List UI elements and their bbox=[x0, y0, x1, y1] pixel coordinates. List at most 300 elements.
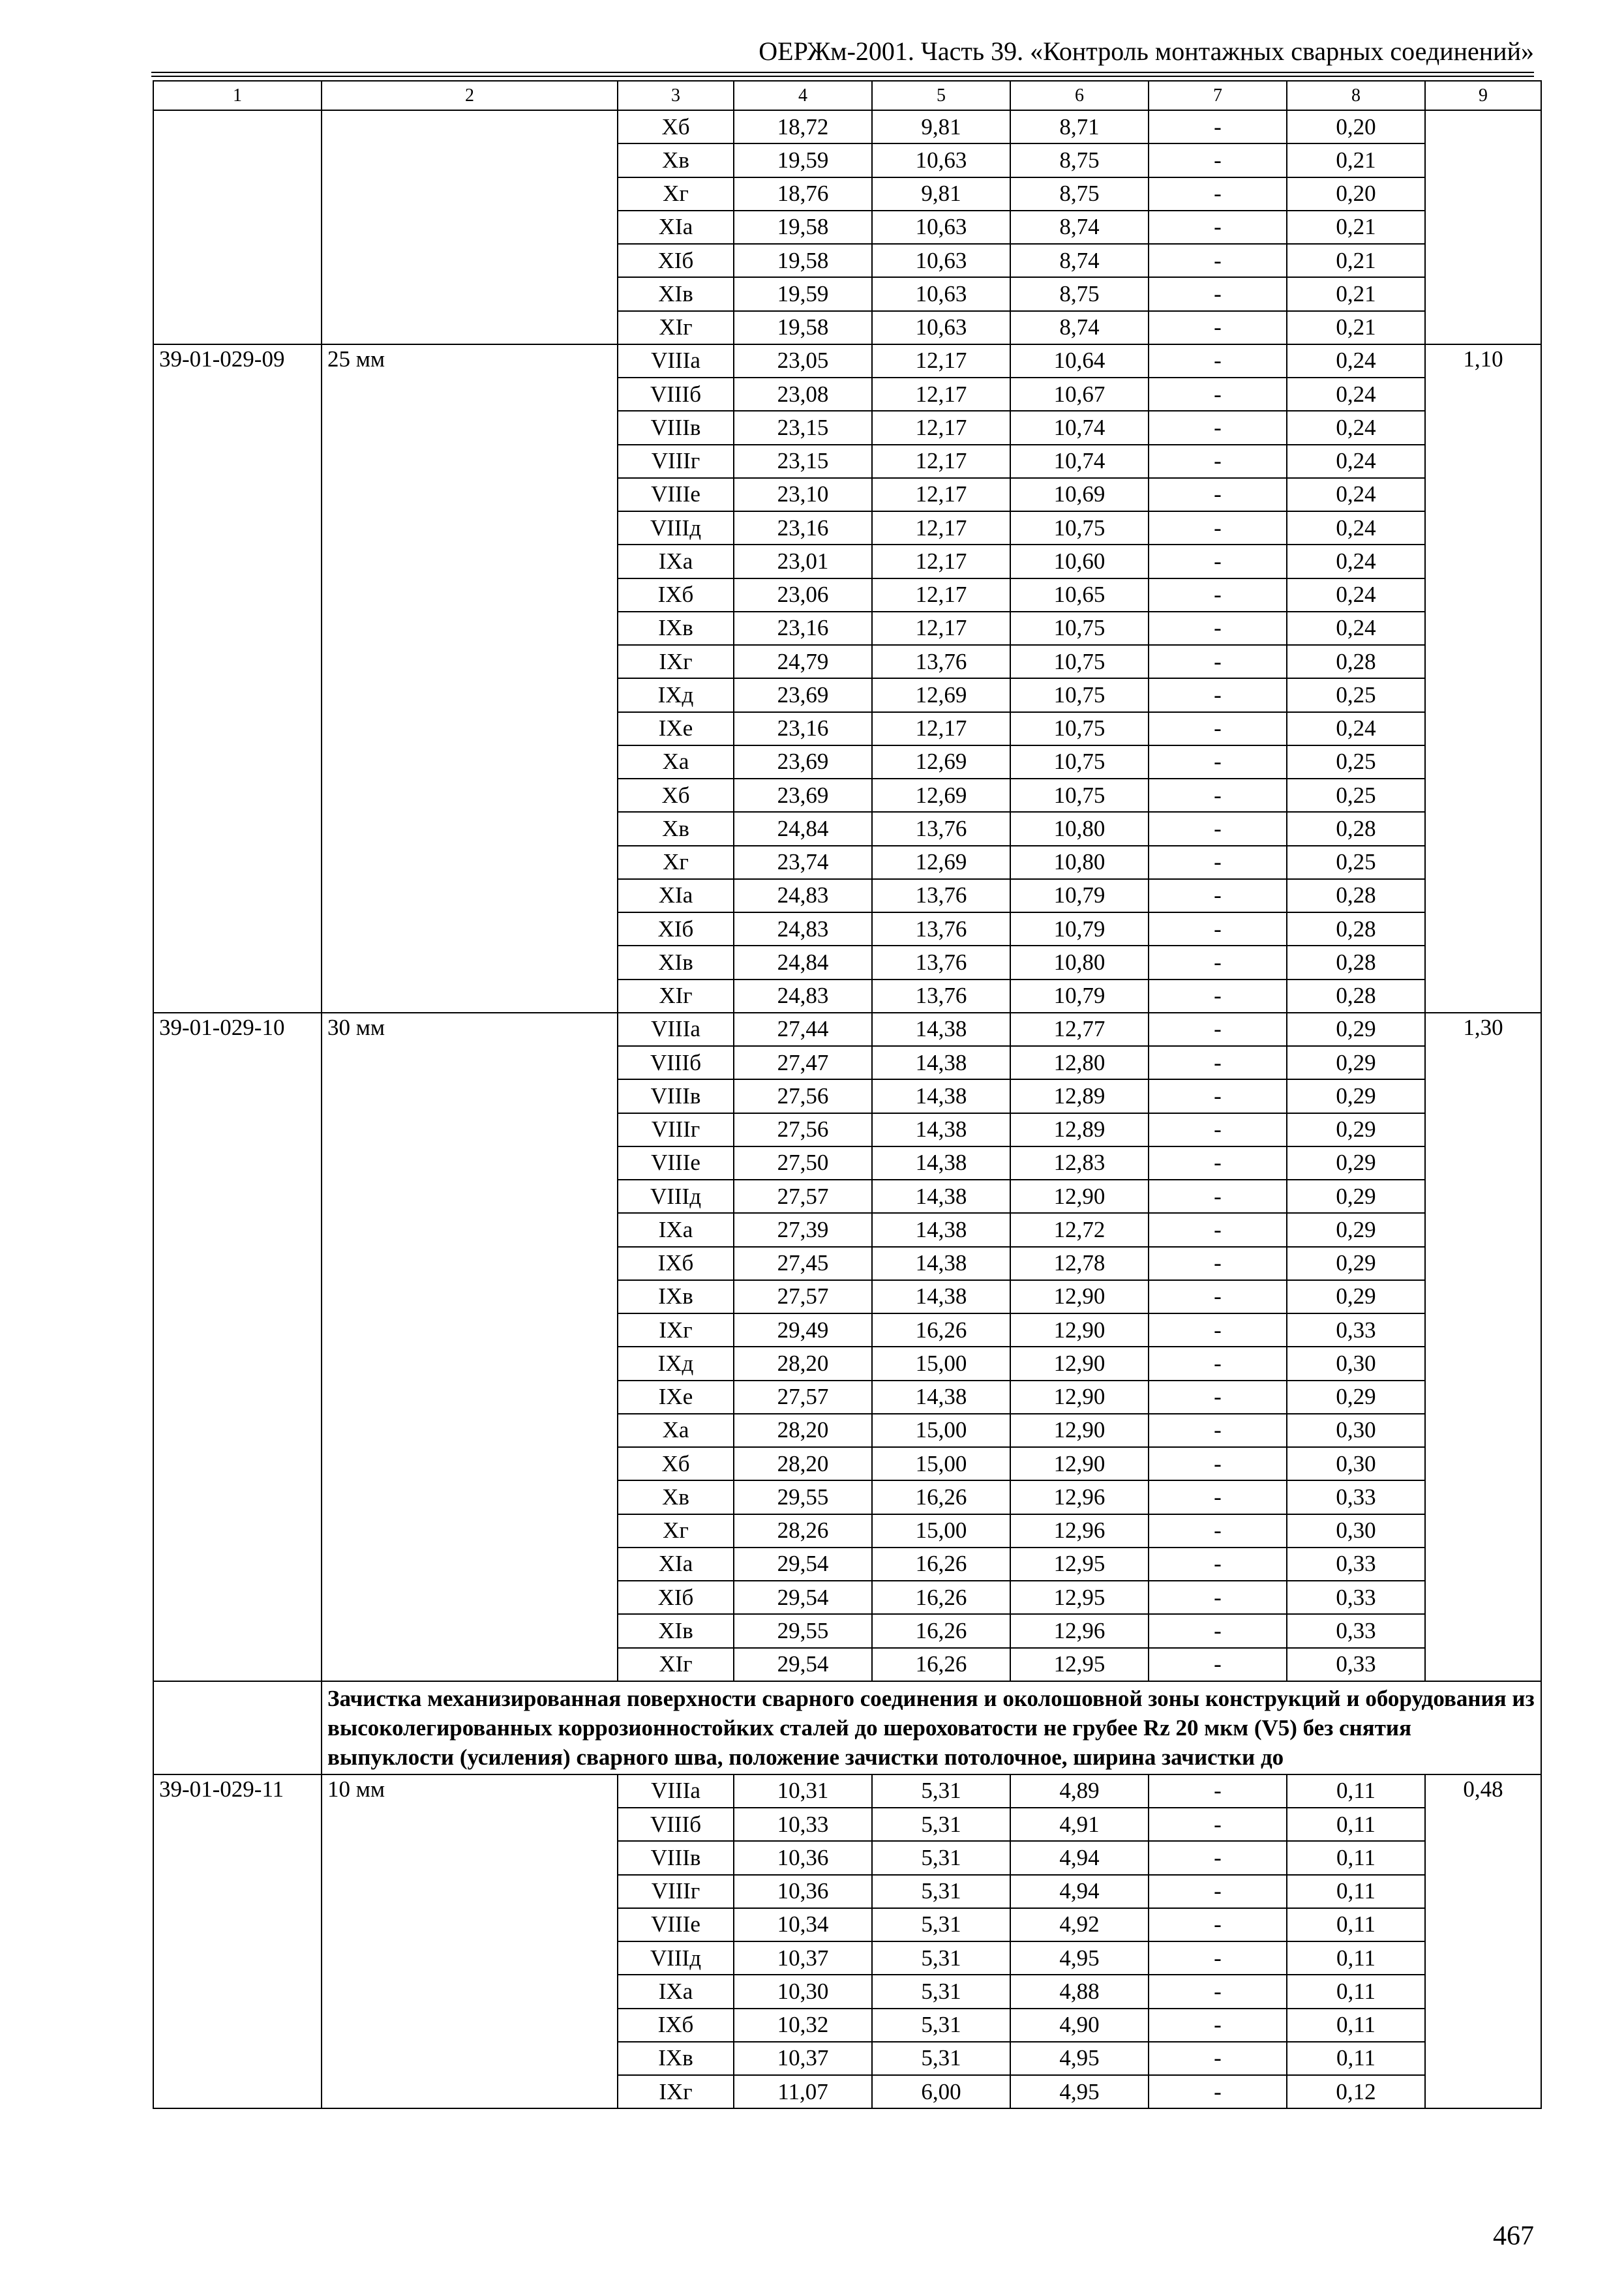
table-cell: 10,80 bbox=[1010, 846, 1149, 879]
table-cell: 10,75 bbox=[1010, 712, 1149, 745]
table-cell: 10,79 bbox=[1010, 980, 1149, 1013]
table-cell: 0,20 bbox=[1287, 177, 1425, 211]
table-cell: 0,20 bbox=[1287, 110, 1425, 143]
table-cell: - bbox=[1149, 211, 1287, 244]
table-cell: 0,25 bbox=[1287, 846, 1425, 879]
table-cell: 0,28 bbox=[1287, 912, 1425, 946]
table-cell: - bbox=[1149, 578, 1287, 612]
table-cell: IXб bbox=[618, 2009, 734, 2042]
table-cell: VIIIд bbox=[618, 1941, 734, 1975]
table-cell: 12,17 bbox=[872, 411, 1010, 444]
column-number-header: 1 bbox=[153, 81, 322, 110]
table-cell: - bbox=[1149, 645, 1287, 678]
table-cell: 16,26 bbox=[872, 1581, 1010, 1614]
table-cell: - bbox=[1149, 2075, 1287, 2108]
section-note-blank bbox=[153, 1681, 322, 1774]
width-cell: 30 мм bbox=[322, 1013, 618, 1681]
table-cell: 15,00 bbox=[872, 1347, 1010, 1380]
table-cell: 28,20 bbox=[734, 1447, 872, 1480]
table-cell: 12,90 bbox=[1010, 1313, 1149, 1347]
table-cell: 24,84 bbox=[734, 812, 872, 845]
table-cell: 19,59 bbox=[734, 143, 872, 177]
table-cell: Xв bbox=[618, 1480, 734, 1514]
table-cell: 23,69 bbox=[734, 678, 872, 711]
table-cell: - bbox=[1149, 177, 1287, 211]
table-cell: 10,75 bbox=[1010, 612, 1149, 645]
table-cell: 12,17 bbox=[872, 378, 1010, 411]
table-cell: 8,74 bbox=[1010, 211, 1149, 244]
norm-cell: 1,10 bbox=[1425, 344, 1541, 1013]
table-cell: - bbox=[1149, 545, 1287, 578]
table-cell: - bbox=[1149, 478, 1287, 511]
table-cell: 0,24 bbox=[1287, 378, 1425, 411]
table-cell: 12,78 bbox=[1010, 1247, 1149, 1280]
table-cell: - bbox=[1149, 1447, 1287, 1480]
table-cell: 10,74 bbox=[1010, 411, 1149, 444]
table-cell: 12,90 bbox=[1010, 1180, 1149, 1213]
table-cell: 0,12 bbox=[1287, 2075, 1425, 2108]
table-cell: 13,76 bbox=[872, 946, 1010, 979]
table-cell: XIг bbox=[618, 1648, 734, 1681]
table-cell: 12,17 bbox=[872, 445, 1010, 478]
table-cell: 8,75 bbox=[1010, 143, 1149, 177]
table-cell: 12,17 bbox=[872, 478, 1010, 511]
table-cell: Xв bbox=[618, 143, 734, 177]
table-cell: 27,57 bbox=[734, 1280, 872, 1313]
rate-code-cell: 39-01-029-11 bbox=[153, 1774, 322, 2109]
table-cell: 0,25 bbox=[1287, 745, 1425, 779]
table-cell: 23,08 bbox=[734, 378, 872, 411]
table-cell: 14,38 bbox=[872, 1013, 1010, 1046]
table-cell: XIг bbox=[618, 311, 734, 344]
table-cell: IXг bbox=[618, 1313, 734, 1347]
table-cell: 0,24 bbox=[1287, 578, 1425, 612]
table-cell: IXв bbox=[618, 2042, 734, 2075]
table-cell: 12,96 bbox=[1010, 1614, 1149, 1647]
column-number-header: 3 bbox=[618, 81, 734, 110]
table-cell: 27,39 bbox=[734, 1213, 872, 1246]
table-cell: 19,58 bbox=[734, 211, 872, 244]
table-cell: - bbox=[1149, 1213, 1287, 1246]
table-cell: - bbox=[1149, 879, 1287, 912]
table-cell: 23,69 bbox=[734, 745, 872, 779]
table-cell: 16,26 bbox=[872, 1313, 1010, 1347]
rate-code-cell: 39-01-029-10 bbox=[153, 1013, 322, 1681]
table-cell: 10,75 bbox=[1010, 779, 1149, 812]
table-cell: 0,21 bbox=[1287, 211, 1425, 244]
table-cell: - bbox=[1149, 1841, 1287, 1874]
table-cell: 0,28 bbox=[1287, 946, 1425, 979]
table-cell: 0,33 bbox=[1287, 1313, 1425, 1347]
column-number-header: 6 bbox=[1010, 81, 1149, 110]
table-cell: 16,26 bbox=[872, 1614, 1010, 1647]
table-cell: IXа bbox=[618, 545, 734, 578]
table-cell: 12,17 bbox=[872, 511, 1010, 545]
page-number: 467 bbox=[1493, 2221, 1534, 2251]
table-cell: XIв bbox=[618, 277, 734, 310]
table-cell: 10,74 bbox=[1010, 445, 1149, 478]
table-cell: XIб bbox=[618, 244, 734, 277]
table-cell: VIIIг bbox=[618, 1875, 734, 1908]
table-cell: 29,54 bbox=[734, 1648, 872, 1681]
table-cell: 12,80 bbox=[1010, 1046, 1149, 1079]
table-cell: 14,38 bbox=[872, 1079, 1010, 1113]
table-cell: Xб bbox=[618, 779, 734, 812]
table-cell: VIIIе bbox=[618, 1908, 734, 1941]
table-cell: XIа bbox=[618, 879, 734, 912]
table-cell: - bbox=[1149, 1480, 1287, 1514]
table-cell: 27,44 bbox=[734, 1013, 872, 1046]
table-cell: - bbox=[1149, 779, 1287, 812]
table-cell: - bbox=[1149, 678, 1287, 711]
table-cell: 0,24 bbox=[1287, 712, 1425, 745]
table-cell: - bbox=[1149, 311, 1287, 344]
column-number-header: 8 bbox=[1287, 81, 1425, 110]
table-cell: 15,00 bbox=[872, 1414, 1010, 1447]
table-cell: 29,55 bbox=[734, 1480, 872, 1514]
table-cell: - bbox=[1149, 1581, 1287, 1614]
table-cell: 27,45 bbox=[734, 1247, 872, 1280]
norm-cell bbox=[1425, 110, 1541, 344]
table-cell: 12,69 bbox=[872, 745, 1010, 779]
table-cell: 5,31 bbox=[872, 2009, 1010, 2042]
table-cell: 4,94 bbox=[1010, 1875, 1149, 1908]
table-cell: 10,75 bbox=[1010, 645, 1149, 678]
table-cell: 5,31 bbox=[872, 2042, 1010, 2075]
table-cell: 14,38 bbox=[872, 1113, 1010, 1146]
table-cell: 0,21 bbox=[1287, 244, 1425, 277]
table-cell: - bbox=[1149, 1774, 1287, 1808]
table-cell: 0,25 bbox=[1287, 779, 1425, 812]
column-number-header: 2 bbox=[322, 81, 618, 110]
table-cell: Xб bbox=[618, 1447, 734, 1480]
table-cell: IXв bbox=[618, 612, 734, 645]
table-cell: VIIIг bbox=[618, 1113, 734, 1146]
table-cell: IXа bbox=[618, 1975, 734, 2008]
table-cell: 28,20 bbox=[734, 1414, 872, 1447]
table-cell: 4,95 bbox=[1010, 2042, 1149, 2075]
table-cell: 5,31 bbox=[872, 1975, 1010, 2008]
column-number-header: 9 bbox=[1425, 81, 1541, 110]
table-cell: 0,30 bbox=[1287, 1347, 1425, 1380]
table-cell: VIIIе bbox=[618, 478, 734, 511]
table-cell: VIIIв bbox=[618, 1841, 734, 1874]
table-cell: VIIIг bbox=[618, 445, 734, 478]
table-cell: 12,89 bbox=[1010, 1079, 1149, 1113]
norm-cell: 1,30 bbox=[1425, 1013, 1541, 1681]
table-cell: IXе bbox=[618, 712, 734, 745]
table-cell: 13,76 bbox=[872, 912, 1010, 946]
table-cell: 5,31 bbox=[872, 1841, 1010, 1874]
column-number-header: 4 bbox=[734, 81, 872, 110]
table-cell: 23,69 bbox=[734, 779, 872, 812]
table-cell: VIIIд bbox=[618, 511, 734, 545]
table-cell: 12,69 bbox=[872, 846, 1010, 879]
table-cell: IXд bbox=[618, 1347, 734, 1380]
norm-cell: 0,48 bbox=[1425, 1774, 1541, 2109]
column-number-header: 7 bbox=[1149, 81, 1287, 110]
table-cell: 19,58 bbox=[734, 244, 872, 277]
table-cell: 8,71 bbox=[1010, 110, 1149, 143]
table-cell: 12,90 bbox=[1010, 1414, 1149, 1447]
table-cell: Xг bbox=[618, 846, 734, 879]
table-cell: 0,29 bbox=[1287, 1013, 1425, 1046]
table-cell: - bbox=[1149, 1381, 1287, 1414]
table-cell: - bbox=[1149, 812, 1287, 845]
table-cell: 15,00 bbox=[872, 1514, 1010, 1548]
table-cell: - bbox=[1149, 1046, 1287, 1079]
table-cell: 6,00 bbox=[872, 2075, 1010, 2108]
table-cell: 0,33 bbox=[1287, 1648, 1425, 1681]
table-cell: 23,16 bbox=[734, 511, 872, 545]
table-cell: 14,38 bbox=[872, 1213, 1010, 1246]
table-cell: - bbox=[1149, 1280, 1287, 1313]
table-cell: 13,76 bbox=[872, 980, 1010, 1013]
table-cell: VIIIа bbox=[618, 1774, 734, 1808]
table-cell: 0,11 bbox=[1287, 1941, 1425, 1975]
table-cell: 27,56 bbox=[734, 1113, 872, 1146]
table-cell: 14,38 bbox=[872, 1146, 1010, 1180]
table-cell: - bbox=[1149, 1146, 1287, 1180]
table-cell: 0,29 bbox=[1287, 1046, 1425, 1079]
table-cell: 10,65 bbox=[1010, 578, 1149, 612]
table-cell: 10,80 bbox=[1010, 812, 1149, 845]
table-cell: 8,75 bbox=[1010, 177, 1149, 211]
table-cell: 0,24 bbox=[1287, 445, 1425, 478]
table-cell: 10,63 bbox=[872, 311, 1010, 344]
table-cell: 10,80 bbox=[1010, 946, 1149, 979]
table-row bbox=[153, 344, 1541, 378]
table-cell: 29,55 bbox=[734, 1614, 872, 1647]
table-cell: 0,24 bbox=[1287, 411, 1425, 444]
table-cell: - bbox=[1149, 1180, 1287, 1213]
table-cell: XIв bbox=[618, 946, 734, 979]
table-cell: IXв bbox=[618, 1280, 734, 1313]
table-cell: 0,28 bbox=[1287, 645, 1425, 678]
table-cell: 27,57 bbox=[734, 1180, 872, 1213]
table-cell: 12,17 bbox=[872, 612, 1010, 645]
table-cell: 10,63 bbox=[872, 211, 1010, 244]
table-cell: 4,90 bbox=[1010, 2009, 1149, 2042]
table-cell: 14,38 bbox=[872, 1280, 1010, 1313]
table-cell: 0,24 bbox=[1287, 612, 1425, 645]
table-cell: 12,17 bbox=[872, 545, 1010, 578]
table-cell: 8,75 bbox=[1010, 277, 1149, 310]
table-cell: 11,07 bbox=[734, 2075, 872, 2108]
table-cell: 27,50 bbox=[734, 1146, 872, 1180]
table-cell: - bbox=[1149, 344, 1287, 378]
table-cell: 4,88 bbox=[1010, 1975, 1149, 2008]
table-cell: IXб bbox=[618, 578, 734, 612]
table-cell: - bbox=[1149, 1614, 1287, 1647]
table-cell: 29,54 bbox=[734, 1581, 872, 1614]
table-cell: - bbox=[1149, 745, 1287, 779]
table-cell: Xг bbox=[618, 177, 734, 211]
table-cell: 13,76 bbox=[872, 645, 1010, 678]
table-cell: 24,79 bbox=[734, 645, 872, 678]
table-cell: 12,17 bbox=[872, 712, 1010, 745]
table-cell: 19,58 bbox=[734, 311, 872, 344]
table-cell: - bbox=[1149, 1414, 1287, 1447]
table-cell: - bbox=[1149, 1548, 1287, 1581]
section-note-row bbox=[153, 1681, 1541, 1774]
table-cell: 23,15 bbox=[734, 411, 872, 444]
table-cell: 12,96 bbox=[1010, 1514, 1149, 1548]
table-cell: 14,38 bbox=[872, 1381, 1010, 1414]
table-cell: 0,29 bbox=[1287, 1280, 1425, 1313]
table-cell: 0,21 bbox=[1287, 311, 1425, 344]
table-cell: 16,26 bbox=[872, 1648, 1010, 1681]
table-cell: 0,11 bbox=[1287, 1774, 1425, 1808]
table-cell: 0,29 bbox=[1287, 1180, 1425, 1213]
table-cell: 27,47 bbox=[734, 1046, 872, 1079]
table-cell: 5,31 bbox=[872, 1941, 1010, 1975]
table-cell: 24,83 bbox=[734, 879, 872, 912]
table-cell: 23,15 bbox=[734, 445, 872, 478]
table-cell: 23,06 bbox=[734, 578, 872, 612]
table-cell: - bbox=[1149, 612, 1287, 645]
table-cell: 13,76 bbox=[872, 879, 1010, 912]
table-cell: VIIIа bbox=[618, 344, 734, 378]
table-cell: - bbox=[1149, 712, 1287, 745]
table-cell: - bbox=[1149, 980, 1287, 1013]
table-cell: 10,75 bbox=[1010, 511, 1149, 545]
table-cell: - bbox=[1149, 110, 1287, 143]
table-cell: - bbox=[1149, 946, 1287, 979]
rates-table bbox=[153, 80, 1542, 2109]
table-cell: XIг bbox=[618, 980, 734, 1013]
width-cell: 25 мм bbox=[322, 344, 618, 1013]
table-cell: - bbox=[1149, 1079, 1287, 1113]
table-cell: 12,72 bbox=[1010, 1213, 1149, 1246]
table-cell: - bbox=[1149, 511, 1287, 545]
table-cell: VIIIб bbox=[618, 378, 734, 411]
table-cell: 12,17 bbox=[872, 578, 1010, 612]
table-cell: 10,30 bbox=[734, 1975, 872, 2008]
table-cell: 0,30 bbox=[1287, 1414, 1425, 1447]
table-cell: 4,92 bbox=[1010, 1908, 1149, 1941]
table-cell: 12,69 bbox=[872, 779, 1010, 812]
table-cell: 10,33 bbox=[734, 1808, 872, 1841]
table-cell: 14,38 bbox=[872, 1046, 1010, 1079]
width-cell: 10 мм bbox=[322, 1774, 618, 2109]
header-rule-secondary bbox=[151, 76, 1534, 77]
table-cell: 0,33 bbox=[1287, 1581, 1425, 1614]
table-cell: 10,64 bbox=[1010, 344, 1149, 378]
table-cell: Xа bbox=[618, 745, 734, 779]
table-cell: 4,95 bbox=[1010, 1941, 1149, 1975]
table-cell: 12,96 bbox=[1010, 1480, 1149, 1514]
table-row bbox=[153, 110, 1541, 143]
table-cell: 0,24 bbox=[1287, 344, 1425, 378]
table-cell: 16,26 bbox=[872, 1480, 1010, 1514]
table-cell: VIIIд bbox=[618, 1180, 734, 1213]
table-cell: 0,28 bbox=[1287, 980, 1425, 1013]
table-cell: - bbox=[1149, 1313, 1287, 1347]
table-cell: 0,11 bbox=[1287, 1975, 1425, 2008]
table-cell: IXг bbox=[618, 2075, 734, 2108]
rates-table-body bbox=[153, 81, 1541, 2108]
table-cell: - bbox=[1149, 1648, 1287, 1681]
table-cell: 0,33 bbox=[1287, 1548, 1425, 1581]
table-cell: - bbox=[1149, 1113, 1287, 1146]
table-cell: - bbox=[1149, 846, 1287, 879]
table-cell: 23,01 bbox=[734, 545, 872, 578]
table-cell: 10,63 bbox=[872, 277, 1010, 310]
table-cell: 12,90 bbox=[1010, 1347, 1149, 1380]
table-cell: - bbox=[1149, 244, 1287, 277]
table-cell: 10,37 bbox=[734, 2042, 872, 2075]
table-cell: 4,89 bbox=[1010, 1774, 1149, 1808]
table-cell: XIв bbox=[618, 1614, 734, 1647]
table-cell: - bbox=[1149, 1808, 1287, 1841]
table-cell: 12,95 bbox=[1010, 1548, 1149, 1581]
table-cell: 23,16 bbox=[734, 712, 872, 745]
table-cell: - bbox=[1149, 411, 1287, 444]
table-cell: 0,11 bbox=[1287, 1808, 1425, 1841]
table-cell: Xб bbox=[618, 110, 734, 143]
rate-code-cell bbox=[153, 110, 322, 344]
table-cell: 16,26 bbox=[872, 1548, 1010, 1581]
table-cell: 0,29 bbox=[1287, 1213, 1425, 1246]
table-cell: 0,29 bbox=[1287, 1113, 1425, 1146]
table-cell: 12,83 bbox=[1010, 1146, 1149, 1180]
table-cell: Xг bbox=[618, 1514, 734, 1548]
table-cell: - bbox=[1149, 1013, 1287, 1046]
table-row bbox=[153, 1774, 1541, 1808]
table-cell: VIIIв bbox=[618, 411, 734, 444]
table-cell: 24,84 bbox=[734, 946, 872, 979]
table-cell: 23,16 bbox=[734, 612, 872, 645]
table-cell: - bbox=[1149, 2009, 1287, 2042]
table-cell: 5,31 bbox=[872, 1908, 1010, 1941]
table-cell: 10,79 bbox=[1010, 912, 1149, 946]
table-row bbox=[153, 1013, 1541, 1046]
table-cell: 23,10 bbox=[734, 478, 872, 511]
table-cell: 10,32 bbox=[734, 2009, 872, 2042]
table-cell: - bbox=[1149, 1975, 1287, 2008]
table-cell: 13,76 bbox=[872, 812, 1010, 845]
table-cell: 15,00 bbox=[872, 1447, 1010, 1480]
table-cell: 0,11 bbox=[1287, 2042, 1425, 2075]
table-cell: 0,25 bbox=[1287, 678, 1425, 711]
table-cell: 5,31 bbox=[872, 1774, 1010, 1808]
table-cell: 0,21 bbox=[1287, 143, 1425, 177]
table-cell: Xв bbox=[618, 812, 734, 845]
table-cell: 0,24 bbox=[1287, 545, 1425, 578]
table-cell: 0,21 bbox=[1287, 277, 1425, 310]
table-cell: 5,31 bbox=[872, 1875, 1010, 1908]
table-cell: VIIIб bbox=[618, 1808, 734, 1841]
table-cell: - bbox=[1149, 1941, 1287, 1975]
table-cell: - bbox=[1149, 912, 1287, 946]
table-cell: 10,34 bbox=[734, 1908, 872, 1941]
header-rule bbox=[151, 72, 1534, 73]
table-cell: 0,29 bbox=[1287, 1146, 1425, 1180]
table-cell: 0,29 bbox=[1287, 1247, 1425, 1280]
table-cell: 10,36 bbox=[734, 1875, 872, 1908]
table-cell: 4,91 bbox=[1010, 1808, 1149, 1841]
table-cell: 0,33 bbox=[1287, 1480, 1425, 1514]
section-note: Зачистка механизированная поверхности сварного соединения и околошовной зоны конструкций и оборудования из высоколегированных коррозионностойких сталей до шероховатости не грубее Rz 20 мкм (V5) без снятия выпуклости (усиления) сварного шва, положение зачистки потолочное, ширина зачистки до bbox=[322, 1681, 1541, 1774]
table-cell: - bbox=[1149, 2042, 1287, 2075]
table-cell: 24,83 bbox=[734, 980, 872, 1013]
table-cell: 8,74 bbox=[1010, 244, 1149, 277]
table-cell: - bbox=[1149, 1347, 1287, 1380]
table-cell: 19,59 bbox=[734, 277, 872, 310]
table-cell: - bbox=[1149, 1247, 1287, 1280]
table-cell: 4,95 bbox=[1010, 2075, 1149, 2108]
